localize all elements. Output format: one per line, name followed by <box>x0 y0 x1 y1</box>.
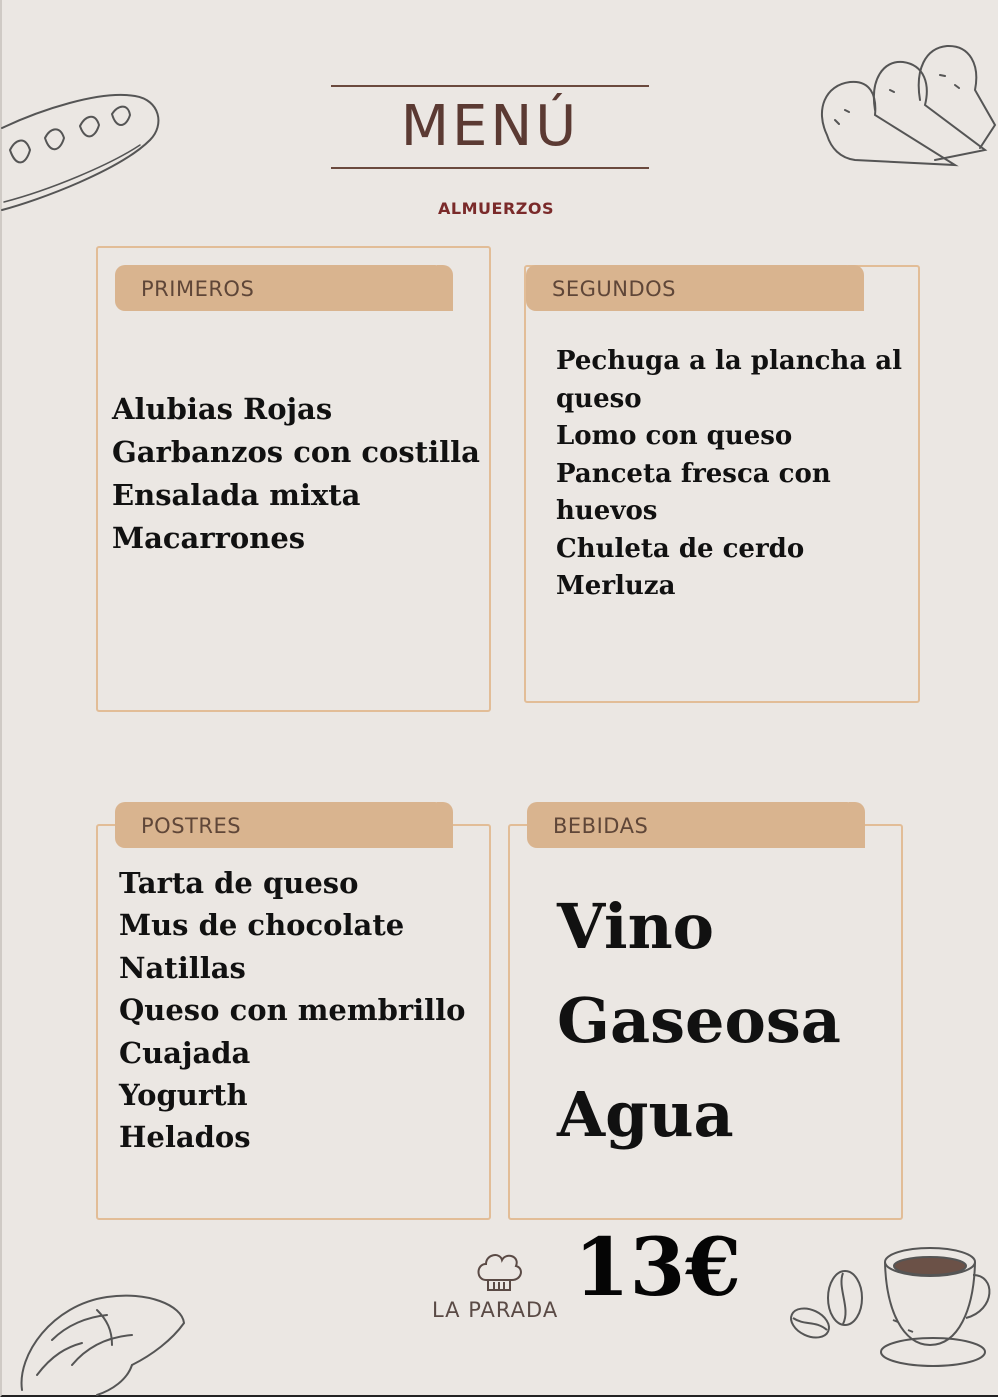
list-item: Helados <box>119 1120 251 1155</box>
list-item: queso <box>556 383 642 414</box>
title-top-rule <box>331 85 649 87</box>
croissant-icon <box>12 1285 192 1397</box>
menu-price: 13€ <box>574 1220 741 1314</box>
list-item: Ensalada mixta <box>112 478 361 512</box>
list-item: Chuleta de cerdo <box>556 533 805 564</box>
list-item: Yogurth <box>119 1078 248 1113</box>
list-item: Agua <box>557 1078 734 1151</box>
bebidas-list <box>557 880 841 1162</box>
list-item: Pechuga a la plancha al <box>556 346 902 376</box>
list-item: Cuajada <box>119 1035 251 1070</box>
postres-list <box>119 862 466 1159</box>
bread-slices-icon <box>815 40 998 170</box>
list-item: Panceta fresca con <box>556 458 831 489</box>
list-item: Gaseosa <box>557 984 841 1057</box>
list-item: Natillas <box>119 950 246 985</box>
chef-hat-icon <box>474 1250 524 1295</box>
page-subtitle: ALMUERZOS <box>438 199 554 218</box>
list-item: Queso con membrillo <box>119 993 466 1028</box>
list-item: Mus de chocolate <box>119 908 405 943</box>
list-item: Lomo con queso <box>556 421 793 451</box>
title-bottom-rule <box>331 167 649 169</box>
postres-tab: POSTRES <box>115 802 445 848</box>
brand-name: LA PARADA <box>432 1298 559 1322</box>
list-item: huevos <box>556 496 658 526</box>
baguette-icon <box>0 90 165 220</box>
segundos-list <box>556 343 902 606</box>
list-item: Tarta de queso <box>119 866 359 900</box>
segundos-tab: SEGUNDOS <box>526 265 856 311</box>
coffee-beans-icon <box>785 1268 870 1348</box>
list-item: Garbanzos con costilla <box>112 435 480 469</box>
coffee-cup-icon <box>878 1240 998 1380</box>
list-item: Merluza <box>556 571 676 601</box>
list-item: Alubias Rojas <box>112 392 333 426</box>
bebidas-tab: BEBIDAS <box>527 802 857 848</box>
list-item: Macarrones <box>112 521 306 555</box>
primeros-tab: PRIMEROS <box>115 265 445 311</box>
list-item: Vino <box>557 890 714 963</box>
page-title: MENÚ <box>400 94 580 159</box>
primeros-list <box>112 388 480 560</box>
